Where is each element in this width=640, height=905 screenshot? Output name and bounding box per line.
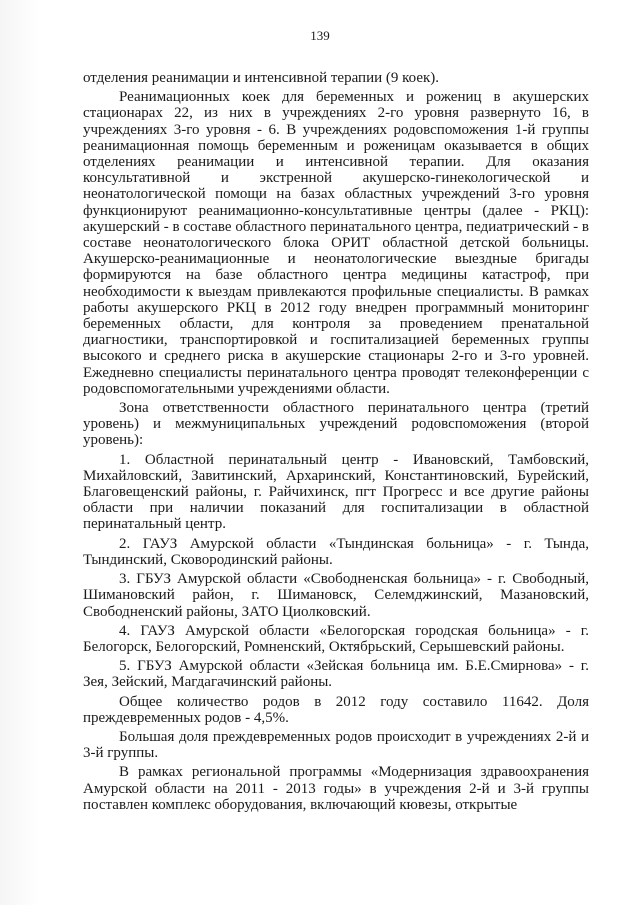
list-item-5: 5. ГБУЗ Амурской области «Зейская больница им. Б.Е.Смирнова» - г. Зея, Зейский, Магдагачинский районы.: [83, 658, 589, 691]
paragraph-preterm-share: Большая доля преждевременных родов происходит в учреждениях 2-й и 3-й группы.: [83, 728, 589, 762]
paragraph-modernization: В рамках региональной программы «Модернизация здравоохранения Амурской области на 2011 - 2013 годы» в учреждения 2-й и 3-й группы поставлен комплекс оборудования, включающий кювезы, открытые: [83, 764, 589, 813]
page-number: 139: [310, 28, 330, 43]
list-item-2: 2. ГАУЗ Амурской области «Тындинская больница» - г. Тында, Тындинский, Сковородинский районы.: [83, 535, 589, 568]
document-body: [83, 70, 589, 816]
scan-edge-shadow: [0, 0, 40, 905]
list-item-4: 4. ГАУЗ Амурской области «Белогорская городская больница» - г. Белогорск, Белогорский, Ромненский, Октябрьский, Серышевский районы.: [83, 622, 589, 655]
list-item-1: 1. Областной перинатальный центр - Ивановский, Тамбовский, Михайловский, Завитинский, Архаринский, Константиновский, Бурейский, Благовещенский районы, г. Райчихинск, пгт Прогресс и все другие районы области при наличии показаний для госпитализации в областной перинатальный центр.: [83, 451, 589, 533]
paragraph-1: отделения реанимации и интенсивной терапии (9 коек).: [83, 70, 440, 86]
paragraph-births-total: Общее количество родов в 2012 году составило 11642. Доля преждевременных родов - 4,5%.: [83, 693, 589, 726]
paragraph-2: Реанимационных коек для беременных и рожениц в акушерских стационарах 22, из них в учреждениях 2-го уровня развернуто 16, в учреждениях 3-го уровня - 6. В учреждениях родовспоможения 1-й группы реанимационная помощь беременным и роженицам оказывается в общих отделениях реанимации и интенсивной терапии. Для оказания консультативной и экстренной акушерско-гинекологической и неонатологической помощи на базах областных учреждений 3-го уровня функционируют реанимационно-консультативные центры (далее - РКЦ): акушерский - в составе областного перинатального центра, педиатрический - в составе неонатологического блока ОРИТ областной детской больницы. Акушерско-реанимационные и неонатологические выездные бригады формируются на базе областного центра медицины катастроф, при необходимости к выездам привлекаются профильные специалисты. В рамках работы акушерского РКЦ в 2012 году внедрен программный мониторинг беременных области, для контроля за проведением пренатальной диагностики, транспортировкой и госпитализацией беременных группы высокого и среднего риска в акушерские стационары 2-го и 3-го уровней. Ежедневно специалисты перинатального центра проводят телеконференции с родовспомогательными учреждениями области.: [83, 89, 589, 397]
paragraph-3: Зона ответственности областного перинатального центра (третий уровень) и межмуниципальных учреждений родовспоможения (второй уровень):: [83, 400, 589, 449]
list-item-3: 3. ГБУЗ Амурской области «Свободненская больница» - г. Свободный, Шимановский район, г. Шимановск, Селемджинский, Мазановский, Свободненский районы, ЗАТО Циолковский.: [83, 571, 589, 620]
